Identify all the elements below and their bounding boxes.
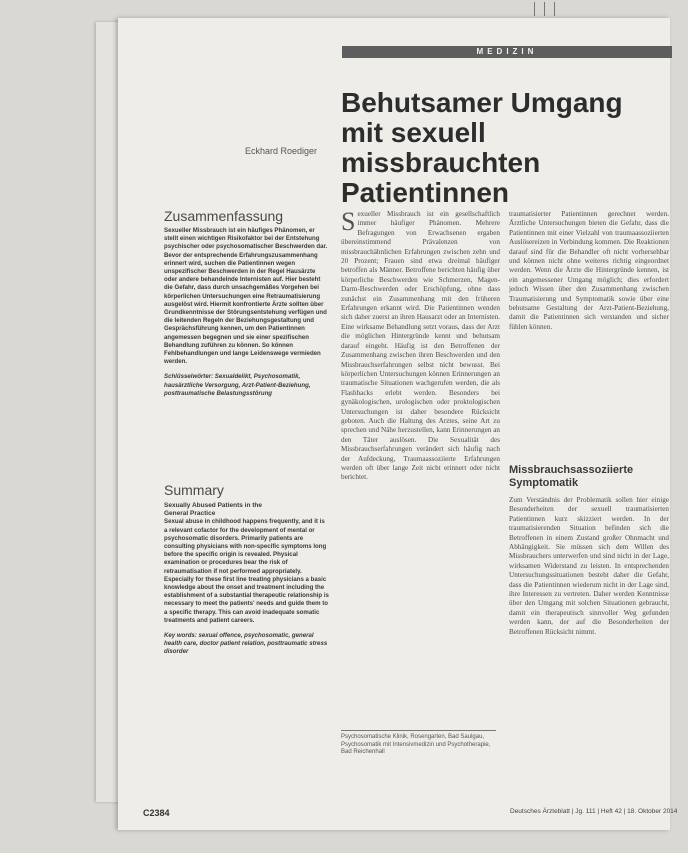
body-column-2b-text: Zum Verständnis der Problematik sollen hier einige Besonderheiten der sexuell traumatisierten Patientinnen kurz skizziert werden. In der traumatisierenden Situation befinden sich die Betroffenen in einem Zustand großer Ohnmacht und Abhängigkeit. Sie müssen sich dem Willen des Missbrauchers unterwerfen und sind nicht in der Lage, wirksamen Widerstand zu leisten. In entsprechenden Untersuchungssituationen besteht daher die Gefahr, dass die Patientinnen wiederum nicht in der Lage sind, ihre Interessen zu vertreten. Daher werden Kenntnisse über den Umgang mit solchen Situationen gebraucht, damit ein therapeutisch sinnvoller Weg gefunden werden kann, der auf die Besonderheiten der Betroffenen Rücksicht nimmt. xyxy=(509,496,669,636)
body-column-1-text: exueller Missbrauch ist ein gesellschaftlich immer häufiger Phänomen. Mehrere Befragungen von Erwachsenen ergaben übereinstimmend Prävalenzen von missbrauchähnlichen Erfahrungen zwischen zehn und 20 Prozent; Frauen sind etwa dreimal häufiger betroffen als Männer. Betroffene berichten häufig über körperliche Beschwerden wie Schmerzen, Magen-Darm-Beschwerden oder Erschöpfung, ohne dass zunächst ein Zusammenhang mit den früheren Erfahrungen erkannt wird. Die Patientinnen wenden sich daher zuerst an ihren Hausarzt oder an Internisten. Eine wirksame Behandlung setzt voraus, dass der Arzt die möglichen Hintergründe kennt und behutsam darauf eingeht. Häufig ist den Betroffenen der Zusammenhang zwischen ihren Beschwerden und den Missbrauchserfahrungen selbst nicht bewusst. Bei körperlichen Untersuchungen können Erinnerungen an traumatische Situationen wachgerufen werden, die als Flashbacks erlebt werden. Besonders bei gynäkologischen, urologischen oder proktologischen Untersuchungen ist daher besondere Rücksicht geboten. Auch die Haltung des Arztes, seine Art zu sprechen und Nähe herzustellen, kann Erinnerungen an den Täter auslösen. Die Sexualität des Missbrauchserfahrungen verändert sich häufig nach der Aufdeckung, Traumaassoziierte Erfahrungen werden oft über lange Zeit nicht erinnert oder nicht berichtet. xyxy=(341,210,500,482)
missbrauch-heading: Missbrauchsassoziierte Symptomatik xyxy=(509,464,634,489)
section-tag: MEDIZIN xyxy=(342,46,672,58)
author-name: Eckhard Roediger xyxy=(245,146,318,156)
headline-line-2: mit sexuell missbrauchten xyxy=(341,117,541,178)
dropcap-letter: S xyxy=(341,210,356,236)
summary-subtitle-line-2: General Practice xyxy=(164,510,216,518)
journal-citation: Deutsches Ärzteblatt | Jg. 111 | Heft 42 | 18. Oktober 2014 xyxy=(510,808,678,815)
summary-subtitle-line-1: Sexually Abused Patients in the xyxy=(164,502,263,509)
body-column-2-text: traumatisierter Patientinnen gerechnet werden. Ärztliche Untersuchungen bieten die Gefahr, dass die Patientinnen mit einer Vielzahl von traumaassoziierten Auslösereizen in Verbindung kommen. Die Reaktionen darauf sind für die Behandler oft nicht vorhersehbar und können nicht ohne weiteres richtig eingeordnet werden. Wenn die Ärzte die Hintergründe kennen, ist ein angemessener Umgang möglich; dies erfordert jedoch Wissen über den Zusammenhang zwischen Traumatisierung und Symptomatik sowie über eine behutsame Gestaltung der Arzt-Patient-Beziehung, damit die Patientinnen sich verstanden und sicher fühlen können. xyxy=(509,210,669,331)
scan-marks xyxy=(530,0,560,18)
body-column-2-top xyxy=(509,210,669,450)
headline-line-1: Behutsamer Umgang xyxy=(341,87,623,118)
zusammenfassung-block xyxy=(164,227,329,427)
article-headline xyxy=(341,88,671,208)
body-column-1 xyxy=(341,210,500,724)
summary-text: Sexual abuse in childhood happens frequently, and it is a relevant cofactor for the development of mental or psychosomatic disorders. Primarily patients are consulting physicians with non-specific symptoms long before the specific origin is revealed. Physical examination or procedures bear the risk of retraumatisation if not performed appropriately. Especially for these first line treating physicians a basic knowledge about the onset and treatment including the establishment of a substantial therapeutic relationship is necessary to meet the patients' needs and guide them to a specific therapy. This can avoid inadequate somatic treatments and patient careers. xyxy=(164,518,329,624)
zusammenfassung-text: Sexueller Missbrauch ist ein häufiges Phänomen, er stellt einen wichtigen Risikofaktor bei der Entstehung psychischer oder psychosomatischer Beschwerden dar. Bevor der entsprechende Erfahrungszusammenhang erinnert wird, suchen die Patientinnen wegen unspezifischer Beschwerden in der Regel Hausärzte oder andere behandelnde Internisten auf. Hier besteht die Gefahr, dass durch unsachgemäßes Vorgehen bei körperlichen Untersuchungen eine Retraumatisierung ausgelöst wird. Hiermit konfrontierte Ärzte sollten über Grundkenntnisse der Störungsentstehung verfügen und die leitenden Regeln der Beziehungsgestaltung und Gesprächsführung kennen, um den Patientinnen angemessen begegnen und sie einer spezifischen Behandlung zuführen zu können. So können Fehlbehandlungen und lange Leidenswege vermieden werden. xyxy=(164,227,328,366)
page-number: C2384 xyxy=(143,808,170,818)
summary-heading: Summary xyxy=(164,482,224,498)
body-column-2-bottom xyxy=(509,496,669,796)
zusammenfassung-heading: Zusammenfassung xyxy=(164,208,284,224)
zusammenfassung-keywords: Schlüsselwörter: Sexualdelikt, Psychosomatik, hausärztliche Versorgung, Arzt-Patient-Beziehung, posttraumatische Belastungsstörung xyxy=(164,373,311,397)
footnote: Psychosomatische Klinik, Rosengarten, Bad Saulgau, Psychosomatik mit Intensivmedizin und Psychotherapie, Bad Reichenhall xyxy=(341,734,491,755)
headline-line-3: Patientinnen xyxy=(341,177,510,208)
summary-block xyxy=(164,502,329,782)
summary-keywords: Key words: sexual offence, psychosomatic, general health care, doctor patient relation, posttraumatic stress disorder xyxy=(164,632,328,656)
footnote-rule xyxy=(341,730,496,731)
